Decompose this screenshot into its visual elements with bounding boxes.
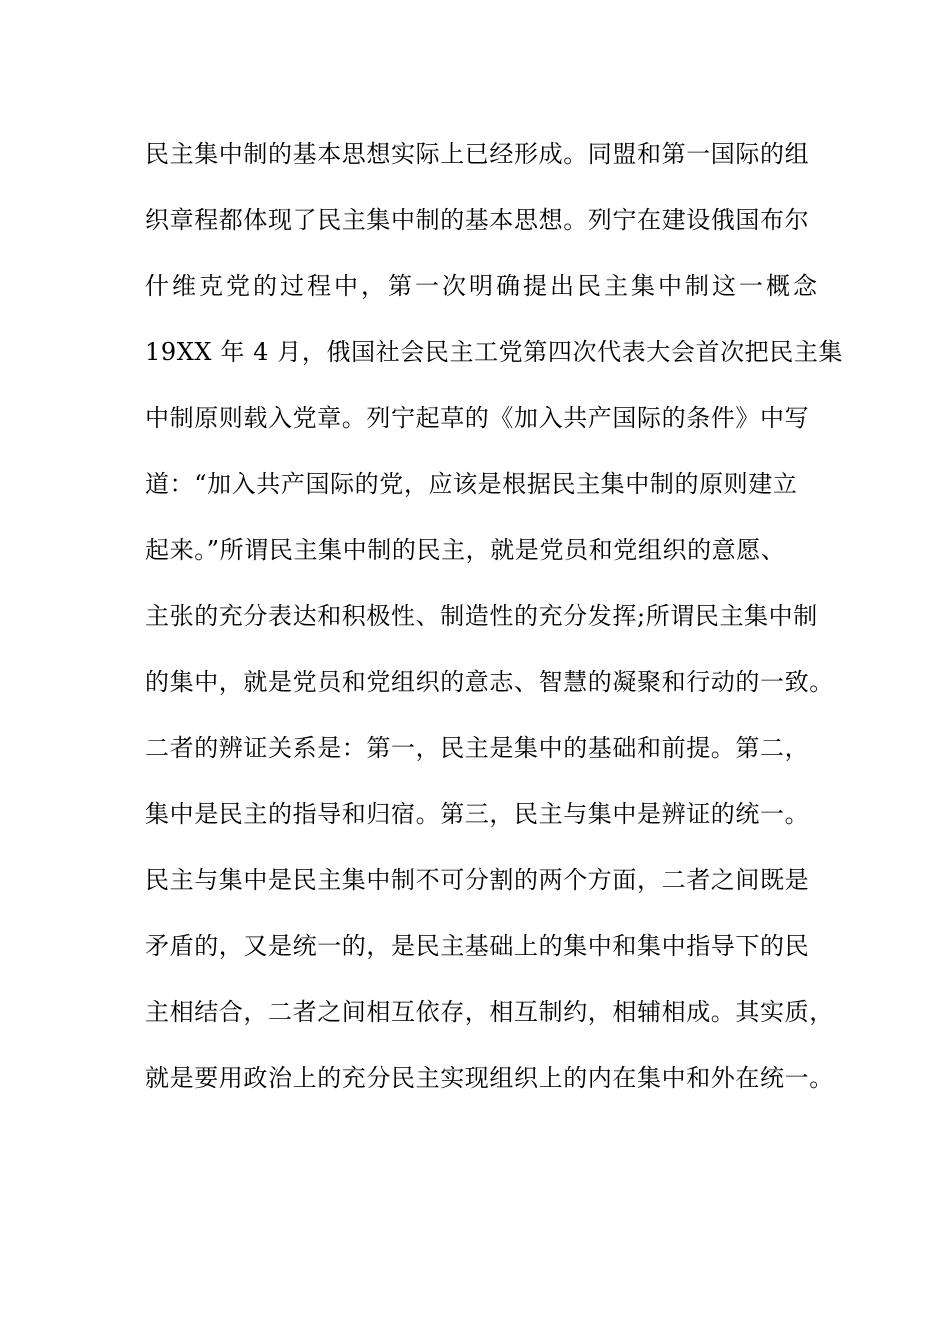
text-line-13: 矛盾的，又是统一的，是民主基础上的集中和集中指导下的民 [145, 932, 810, 960]
text-line-10: 二者的辨证关系是：第一，民主是集中的基础和前提。第二， [145, 734, 810, 762]
text-line-1: 民主集中制的基本思想实际上已经形成。同盟和第一国际的组 [145, 140, 810, 168]
text-line-6: 道：“加入共产国际的党，应该是根据民主集中制的原则建立 [145, 470, 798, 498]
text-line-4: 19XX 年 4 月，俄国社会民主工党第四次代表大会首次把民主集 [145, 338, 844, 366]
text-line-15: 就是要用政治上的充分民主实现组织上的内在集中和外在统一。 [145, 1064, 834, 1092]
text-line-2: 织章程都体现了民主集中制的基本思想。列宁在建设俄国布尔 [145, 206, 810, 234]
text-line-8: 主张的充分表达和积极性、制造性的充分发挥;所谓民主集中制 [145, 602, 818, 630]
text-line-14: 主相结合，二者之间相互依存，相互制约，相辅相成。其实质， [145, 998, 834, 1026]
text-line-3: 什维克党的过程中，第一次明确提出民主集中制这一概念 [145, 272, 820, 300]
body-paragraph [145, 132, 844, 1122]
text-line-12: 民主与集中是民主集中制不可分割的两个方面，二者之间既是 [145, 866, 810, 894]
text-line-9: 的集中，就是党员和党组织的意志、智慧的凝聚和行动的一致。 [145, 668, 834, 696]
text-line-5: 中制原则载入党章。列宁起草的《加入共产国际的条件》中写 [145, 404, 810, 432]
text-line-7: 起来。”所谓民主集中制的民主，就是党员和党组织的意愿、 [145, 536, 786, 564]
text-line-11: 集中是民主的指导和归宿。第三，民主与集中是辨证的统一。 [145, 800, 810, 828]
